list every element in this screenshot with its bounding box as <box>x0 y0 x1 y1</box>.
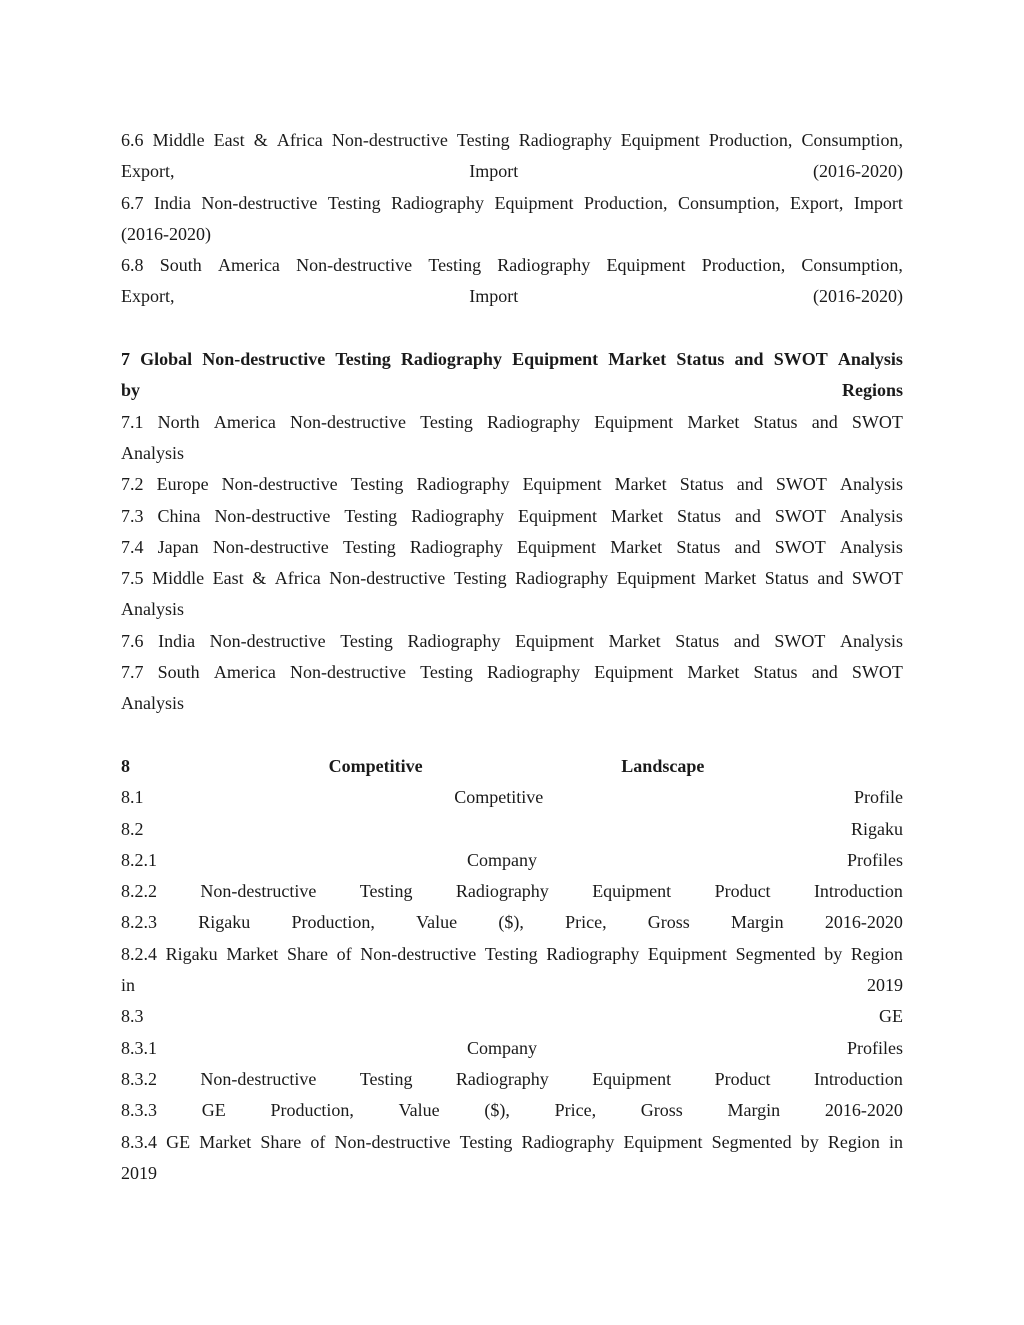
toc-word: Market <box>608 349 667 370</box>
toc-word: 6.7 <box>121 192 144 213</box>
toc-word: North <box>157 411 200 432</box>
toc-word: Value <box>398 1100 440 1121</box>
toc-word: Non-destructive <box>209 630 326 651</box>
toc-line <box>121 281 903 312</box>
toc-line <box>121 626 903 657</box>
toc-word: Testing <box>350 474 404 495</box>
section-heading-line <box>121 751 903 782</box>
toc-word: Company <box>467 1037 537 1058</box>
toc-word: Radiography <box>487 411 581 432</box>
toc-word: 8.3.3 <box>121 1100 157 1121</box>
toc-word: and <box>736 474 763 495</box>
toc-line <box>121 876 903 907</box>
toc-word: Rigaku <box>851 818 903 839</box>
toc-word: Profiles <box>847 849 903 870</box>
toc-word: Export, <box>121 286 175 307</box>
toc-word: Introduction <box>813 1068 903 1089</box>
toc-word: Market <box>610 536 663 557</box>
toc-word: & <box>253 130 268 150</box>
document-page <box>121 125 903 1189</box>
toc-word: Production, <box>708 130 793 150</box>
toc-word: Status <box>676 505 721 526</box>
toc-line <box>121 845 903 876</box>
toc-word: Testing <box>342 536 396 557</box>
toc-word: Non-destructive <box>200 881 317 902</box>
toc-line <box>121 469 903 500</box>
toc-word: Market <box>614 474 667 495</box>
toc-word: (2016-2020) <box>121 223 211 244</box>
toc-word: Radiography <box>411 505 505 526</box>
toc-word: Equipment <box>494 192 574 213</box>
toc-word: Equipment <box>515 630 595 651</box>
toc-word: Segmented <box>735 943 816 964</box>
toc-word: Import <box>469 161 519 182</box>
toc-word: 2019 <box>121 1162 157 1183</box>
toc-word: Equipment <box>623 1131 703 1152</box>
toc-word: East <box>212 568 244 589</box>
toc-word: Introduction <box>813 881 903 902</box>
toc-word: Radiography <box>515 568 609 589</box>
toc-word: America <box>213 662 276 683</box>
toc-word: Testing <box>344 505 398 526</box>
toc-word: Non-destructive <box>331 130 448 150</box>
toc-word: Radiography <box>400 349 502 370</box>
toc-word: China <box>157 505 201 526</box>
toc-word: 8.2.2 <box>121 881 157 902</box>
toc-word: Market <box>611 505 663 526</box>
toc-line <box>121 1158 903 1189</box>
toc-word: & <box>252 568 267 589</box>
toc-word: Equipment <box>517 536 597 557</box>
toc-word: Testing <box>453 568 507 589</box>
toc-word: Analysis <box>121 599 184 620</box>
toc-word: Non-destructive <box>289 411 406 432</box>
toc-word: and <box>817 568 844 589</box>
toc-word: Testing <box>359 1068 413 1089</box>
toc-line <box>121 939 903 970</box>
toc-word: India <box>158 630 196 651</box>
toc-word: Import <box>853 192 903 213</box>
toc-word: by <box>800 1131 819 1152</box>
toc-word: in <box>121 975 136 996</box>
toc-word: 7 <box>121 349 130 370</box>
toc-word: Non-destructive <box>201 192 318 213</box>
toc-word: Production, <box>270 1100 354 1121</box>
toc-word: Non-destructive <box>334 1131 451 1152</box>
toc-word: of <box>336 943 352 964</box>
toc-word: 8.1 <box>121 787 144 808</box>
toc-word: Radiography <box>521 1131 615 1152</box>
toc-line <box>121 1095 903 1126</box>
toc-line <box>121 125 903 156</box>
toc-word: Segmented <box>711 1131 792 1152</box>
toc-word: Equipment <box>592 1068 672 1089</box>
toc-line <box>121 970 903 1001</box>
toc-word: Testing <box>459 1131 513 1152</box>
toc-word: Margin <box>727 1100 781 1121</box>
toc-line <box>121 594 903 625</box>
toc-word: Equipment <box>606 255 686 276</box>
toc-word: and <box>733 630 760 651</box>
toc-word: Gross <box>647 912 690 933</box>
toc-word: Status <box>675 630 720 651</box>
toc-word: Middle <box>152 568 205 589</box>
toc-word: SWOT <box>775 474 827 495</box>
toc-word: Market <box>608 630 661 651</box>
toc-word: Testing <box>484 943 538 964</box>
toc-line <box>121 907 903 938</box>
toc-word: Non-destructive <box>214 505 331 526</box>
toc-word: Non-destructive <box>360 943 477 964</box>
toc-word: Region <box>850 943 903 964</box>
toc-word: 8.3 <box>121 1006 144 1027</box>
toc-word: 8.2 <box>121 818 144 839</box>
toc-word: Radiography <box>497 255 591 276</box>
toc-word: 2016-2020 <box>824 1100 903 1121</box>
toc-word: (2016-2020) <box>813 161 903 182</box>
toc-word: Non-destructive <box>221 474 338 495</box>
toc-word: Analysis <box>837 349 903 370</box>
toc-word: Production, <box>291 912 375 933</box>
section-heading-line <box>121 344 903 375</box>
toc-word: 7.2 <box>121 474 144 495</box>
toc-word: Import <box>469 286 519 307</box>
toc-word: Analysis <box>839 630 903 651</box>
toc-word: 7.3 <box>121 505 144 526</box>
toc-word: Price, <box>554 1100 597 1121</box>
toc-word: Company <box>467 849 537 870</box>
toc-word: Profile <box>854 787 903 808</box>
toc-word: 8 <box>121 755 130 776</box>
toc-word: Non-destructive <box>290 662 406 683</box>
toc-word: 2019 <box>867 975 903 996</box>
toc-line <box>121 407 903 438</box>
toc-word: Status <box>676 536 721 557</box>
toc-word: and <box>734 505 761 526</box>
toc-line <box>121 438 903 469</box>
toc-word: by <box>824 943 843 964</box>
toc-word: Region <box>827 1131 880 1152</box>
toc-word: Radiography <box>391 192 485 213</box>
toc-word: Testing <box>420 411 473 432</box>
toc-word: Rigaku <box>165 943 218 964</box>
toc-word: Radiography <box>518 130 612 150</box>
toc-word: Rigaku <box>198 912 251 933</box>
toc-word: South <box>159 255 202 276</box>
toc-word: Radiography <box>416 474 510 495</box>
toc-word: Global <box>140 349 193 370</box>
toc-word: GE <box>201 1100 226 1121</box>
toc-line <box>121 563 903 594</box>
toc-word: in <box>888 1131 903 1152</box>
toc-line <box>121 156 903 187</box>
toc-word: Status <box>753 662 798 683</box>
toc-word: Analysis <box>121 693 184 714</box>
toc-word: Equipment <box>522 474 602 495</box>
toc-word: Status <box>753 411 798 432</box>
toc-word: ($), <box>498 912 524 933</box>
toc-word: Equipment <box>518 505 598 526</box>
toc-word: and <box>734 536 761 557</box>
toc-word: East <box>213 130 245 150</box>
toc-word: SWOT <box>774 536 826 557</box>
toc-word: SWOT <box>774 630 826 651</box>
toc-word: 2016-2020 <box>824 912 903 933</box>
toc-word: Market <box>226 943 279 964</box>
toc-line <box>121 1127 903 1158</box>
toc-line <box>121 501 903 532</box>
toc-line <box>121 782 903 813</box>
toc-word: Export, <box>789 192 844 213</box>
toc-word: Analysis <box>839 505 903 526</box>
toc-word: Testing <box>428 255 482 276</box>
toc-word: Non-destructive <box>296 255 413 276</box>
toc-word: Status <box>676 349 725 370</box>
toc-word: Margin <box>731 912 784 933</box>
toc-word: 7.6 <box>121 630 144 651</box>
toc-word: SWOT <box>773 349 828 370</box>
section-heading-line <box>121 375 903 406</box>
toc-word: 8.3.1 <box>121 1037 157 1058</box>
toc-line <box>121 1064 903 1095</box>
toc-word: Export, <box>121 161 175 182</box>
toc-word: Europe <box>156 474 209 495</box>
toc-word: Testing <box>327 192 381 213</box>
toc-word: 6.8 <box>121 255 144 276</box>
toc-word: Regions <box>841 380 903 401</box>
toc-word: Landscape <box>621 755 705 776</box>
toc-word: Equipment <box>616 568 696 589</box>
toc-word: Share <box>260 1131 302 1152</box>
toc-word: 7.7 <box>121 662 144 683</box>
toc-word: Price, <box>565 912 607 933</box>
toc-word: 7.4 <box>121 536 144 557</box>
toc-word: Non-destructive <box>329 568 446 589</box>
toc-word: GE <box>879 1006 903 1027</box>
toc-word: Production, <box>701 255 786 276</box>
toc-line <box>121 250 903 281</box>
toc-word: India <box>153 192 191 213</box>
toc-word: Radiography <box>546 943 640 964</box>
toc-word: GE <box>166 1131 191 1152</box>
toc-word: Testing <box>420 662 473 683</box>
toc-word: Market <box>704 568 757 589</box>
toc-word: 8.2.3 <box>121 912 157 933</box>
toc-word: Consumption, <box>677 192 780 213</box>
toc-word: SWOT <box>851 568 903 589</box>
toc-word: Competitive <box>328 755 423 776</box>
toc-word: Africa <box>276 130 323 150</box>
toc-word: 7.5 <box>121 568 144 589</box>
toc-word: Middle <box>152 130 205 150</box>
blank-line <box>121 313 903 344</box>
toc-word: Consumption, <box>801 130 903 150</box>
toc-line <box>121 219 903 250</box>
toc-word: Non-destructive <box>202 349 326 370</box>
blank-line <box>121 720 903 751</box>
toc-word: Product <box>714 1068 771 1089</box>
toc-line <box>121 188 903 219</box>
toc-line <box>121 1001 903 1032</box>
toc-word: Analysis <box>839 474 903 495</box>
toc-word: 6.6 <box>121 130 144 150</box>
toc-word: and <box>811 662 838 683</box>
toc-word: Market <box>687 662 740 683</box>
toc-word: Equipment <box>647 943 727 964</box>
toc-word: Equipment <box>594 411 674 432</box>
toc-word: Product <box>714 881 771 902</box>
toc-line <box>121 532 903 563</box>
toc-word: and <box>811 411 838 432</box>
toc-word: 8.2.4 <box>121 943 157 964</box>
toc-word: and <box>734 349 764 370</box>
toc-word: SWOT <box>851 411 903 432</box>
toc-line <box>121 814 903 845</box>
toc-word: South <box>157 662 200 683</box>
toc-word: Status <box>679 474 724 495</box>
toc-word: 8.3.4 <box>121 1131 157 1152</box>
toc-word: Equipment <box>512 349 599 370</box>
toc-word: Testing <box>456 130 510 150</box>
toc-word: Non-destructive <box>200 1068 317 1089</box>
toc-word: Market <box>199 1131 252 1152</box>
toc-word: of <box>310 1131 326 1152</box>
toc-word: Testing <box>359 881 413 902</box>
toc-word: Equipment <box>620 130 700 150</box>
toc-line <box>121 657 903 688</box>
toc-word: (2016-2020) <box>813 286 903 307</box>
toc-word: SWOT <box>851 662 903 683</box>
toc-word: Testing <box>335 349 391 370</box>
toc-word: by <box>121 380 141 401</box>
toc-word: SWOT <box>774 505 826 526</box>
toc-word: Analysis <box>121 442 184 463</box>
toc-line <box>121 1033 903 1064</box>
toc-word: Equipment <box>592 881 672 902</box>
toc-word: Gross <box>640 1100 683 1121</box>
toc-word: Value <box>416 912 458 933</box>
toc-word: Radiography <box>455 881 549 902</box>
toc-word: Profiles <box>847 1037 903 1058</box>
toc-word: Radiography <box>407 630 501 651</box>
toc-word: America <box>213 411 276 432</box>
toc-word: Equipment <box>594 662 674 683</box>
toc-word: Competitive <box>454 787 544 808</box>
toc-word: Production, <box>583 192 668 213</box>
toc-word: 7.1 <box>121 411 144 432</box>
toc-word: Radiography <box>487 662 581 683</box>
toc-word: Radiography <box>409 536 503 557</box>
toc-word: Analysis <box>839 536 903 557</box>
toc-word: Africa <box>274 568 321 589</box>
toc-word: Non-destructive <box>212 536 329 557</box>
toc-word: Testing <box>340 630 393 651</box>
toc-word: 8.2.1 <box>121 849 157 870</box>
toc-word: ($), <box>484 1100 510 1121</box>
toc-word: Consumption, <box>801 255 903 276</box>
toc-word: 8.3.2 <box>121 1068 157 1089</box>
toc-word: Share <box>286 943 328 964</box>
toc-word: Status <box>764 568 809 589</box>
toc-word: Radiography <box>455 1068 549 1089</box>
toc-word: Japan <box>157 536 199 557</box>
toc-word: Market <box>687 411 740 432</box>
toc-word: America <box>217 255 280 276</box>
toc-line <box>121 688 903 719</box>
